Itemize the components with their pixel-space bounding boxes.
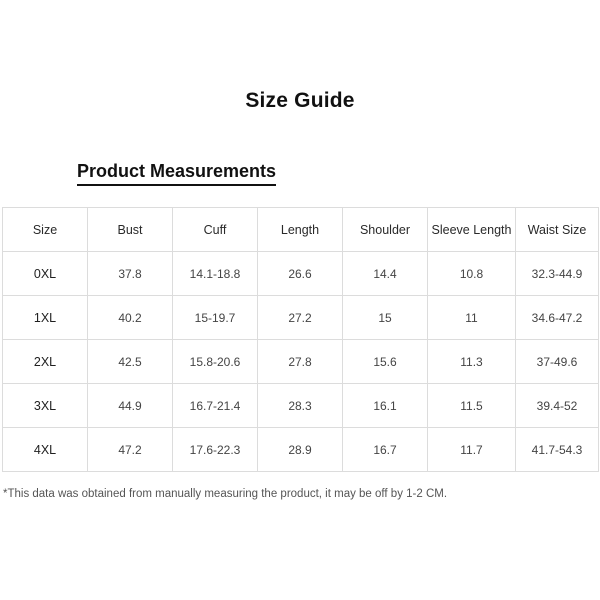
table-cell: 16.1 bbox=[343, 384, 428, 428]
column-header: Bust bbox=[88, 208, 173, 252]
table-cell: 28.3 bbox=[258, 384, 343, 428]
table-cell: 44.9 bbox=[88, 384, 173, 428]
measurements-table bbox=[2, 207, 599, 472]
section-heading: Product Measurements bbox=[77, 161, 276, 186]
column-header: Size bbox=[3, 208, 88, 252]
size-cell: 3XL bbox=[3, 384, 88, 428]
table-cell: 40.2 bbox=[88, 296, 173, 340]
table-cell: 14.1-18.8 bbox=[173, 252, 258, 296]
table-cell: 16.7 bbox=[343, 428, 428, 472]
column-header: Cuff bbox=[173, 208, 258, 252]
table-row bbox=[3, 252, 599, 296]
table-cell: 28.9 bbox=[258, 428, 343, 472]
table-cell: 37.8 bbox=[88, 252, 173, 296]
table-row bbox=[3, 384, 599, 428]
disclaimer-note: *This data was obtained from manually measuring the product, it may be off by 1-2 CM. bbox=[3, 488, 448, 500]
table-cell: 39.4-52 bbox=[516, 384, 599, 428]
table-cell: 47.2 bbox=[88, 428, 173, 472]
table-header-row bbox=[3, 208, 599, 252]
table-cell: 10.8 bbox=[428, 252, 516, 296]
table-cell: 34.6-47.2 bbox=[516, 296, 599, 340]
size-cell: 4XL bbox=[3, 428, 88, 472]
table-cell: 41.7-54.3 bbox=[516, 428, 599, 472]
table-cell: 15 bbox=[343, 296, 428, 340]
size-cell: 1XL bbox=[3, 296, 88, 340]
size-cell: 0XL bbox=[3, 252, 88, 296]
table-cell: 11 bbox=[428, 296, 516, 340]
table-cell: 15.8-20.6 bbox=[173, 340, 258, 384]
table-cell: 15.6 bbox=[343, 340, 428, 384]
column-header: Shoulder bbox=[343, 208, 428, 252]
table-cell: 16.7-21.4 bbox=[173, 384, 258, 428]
column-header: Waist Size bbox=[516, 208, 599, 252]
table-cell: 27.2 bbox=[258, 296, 343, 340]
page-title: Size Guide bbox=[245, 89, 355, 112]
column-header: Length bbox=[258, 208, 343, 252]
table-cell: 11.5 bbox=[428, 384, 516, 428]
table-cell: 32.3-44.9 bbox=[516, 252, 599, 296]
table-cell: 11.3 bbox=[428, 340, 516, 384]
table-row bbox=[3, 296, 599, 340]
table-cell: 42.5 bbox=[88, 340, 173, 384]
table-cell: 17.6-22.3 bbox=[173, 428, 258, 472]
table-cell: 37-49.6 bbox=[516, 340, 599, 384]
table-cell: 27.8 bbox=[258, 340, 343, 384]
table-row bbox=[3, 428, 599, 472]
table-cell: 11.7 bbox=[428, 428, 516, 472]
table-cell: 15-19.7 bbox=[173, 296, 258, 340]
table-cell: 14.4 bbox=[343, 252, 428, 296]
table-cell: 26.6 bbox=[258, 252, 343, 296]
table-row bbox=[3, 340, 599, 384]
size-cell: 2XL bbox=[3, 340, 88, 384]
column-header: Sleeve Length bbox=[428, 208, 516, 252]
